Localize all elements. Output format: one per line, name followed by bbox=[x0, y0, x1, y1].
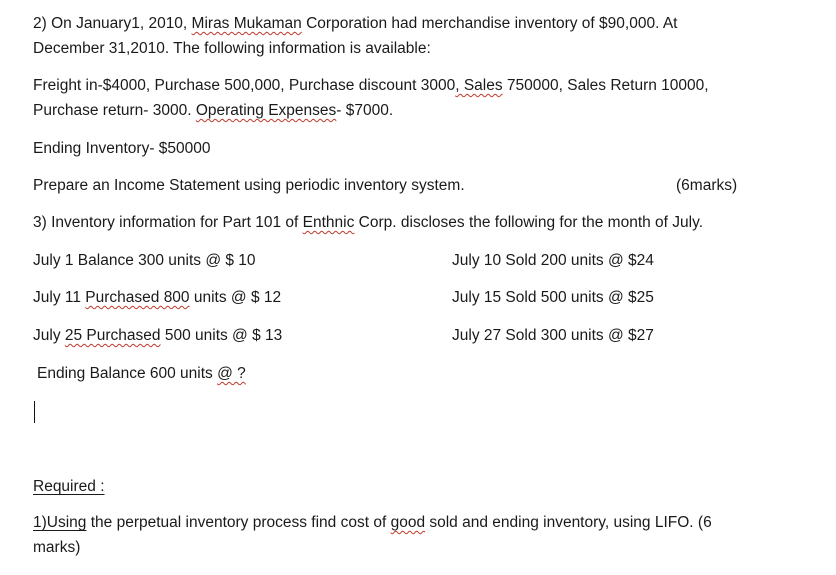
q3-left-2 bbox=[33, 288, 281, 308]
q2-text: 2) On January1, 2010, bbox=[33, 15, 192, 32]
q3-right-2: July 15 Sold 500 units @ $25 bbox=[452, 289, 654, 306]
q2-sales-term: , Sales bbox=[455, 77, 503, 94]
q3-right-1: July 10 Sold 200 units @ $24 bbox=[452, 252, 654, 269]
q3-text: units @ $ 12 bbox=[189, 289, 282, 306]
q3-purchased-800: Purchased 800 bbox=[85, 289, 190, 306]
q3-text: Corp. discloses the following for the month of July. bbox=[354, 214, 704, 231]
q2-text: Freight in-$4000, Purchase 500,000, Purchase discount 3000 bbox=[33, 77, 456, 94]
q3-at-question: @ ? bbox=[217, 365, 246, 382]
q3-text: Ending Balance 600 units bbox=[37, 365, 218, 382]
q2-text: - $7000. bbox=[336, 102, 394, 119]
company-name: Miras Mukaman bbox=[191, 15, 302, 32]
q2-prepare: Prepare an Income Statement using periodic inventory system. bbox=[33, 177, 465, 194]
required-text: sold and ending inventory, using LIFO. (6 bbox=[425, 514, 712, 531]
q2-line-2: December 31,2010. The following information is available: bbox=[33, 40, 431, 57]
q2-marks: (6marks) bbox=[676, 177, 738, 194]
q3-ending-balance bbox=[37, 364, 246, 384]
q3-left-3 bbox=[33, 326, 282, 346]
q3-company-name: Enthnic bbox=[302, 214, 355, 231]
q2-line-4 bbox=[33, 101, 393, 121]
required-text: the perpetual inventory process find cost of bbox=[86, 514, 391, 531]
q3-text: 500 units @ $ 13 bbox=[160, 327, 283, 344]
q2-operating-expenses: Operating Expenses bbox=[195, 102, 337, 119]
q3-25-purchased: 25 Purchased bbox=[64, 327, 161, 344]
required-heading: Required : bbox=[33, 478, 105, 495]
text-cursor bbox=[34, 401, 35, 423]
q3-left-1: July 1 Balance 300 units @ $ 10 bbox=[33, 252, 256, 269]
q2-text: 750000, Sales Return 10000, bbox=[502, 77, 709, 94]
q2-text: Corporation had merchandise inventory of $90,000. At bbox=[301, 15, 678, 32]
required-using: 1)Using bbox=[33, 514, 87, 531]
q2-line-1 bbox=[33, 14, 677, 34]
required-item-1-cont: marks) bbox=[33, 539, 81, 556]
q3-right-3: July 27 Sold 300 units @ $27 bbox=[452, 327, 654, 344]
q3-text: 3) Inventory information for Part 101 of bbox=[33, 214, 303, 231]
required-good: good bbox=[390, 514, 426, 531]
required-item-1 bbox=[33, 513, 712, 533]
q3-intro bbox=[33, 213, 703, 233]
q3-text: July bbox=[33, 327, 65, 344]
q2-ending-inventory: Ending Inventory- $50000 bbox=[33, 140, 211, 157]
required-label bbox=[33, 477, 105, 497]
q2-text: Purchase return- 3000. bbox=[33, 102, 196, 119]
q3-text: July 11 bbox=[33, 289, 86, 306]
q2-line-3 bbox=[33, 76, 709, 96]
